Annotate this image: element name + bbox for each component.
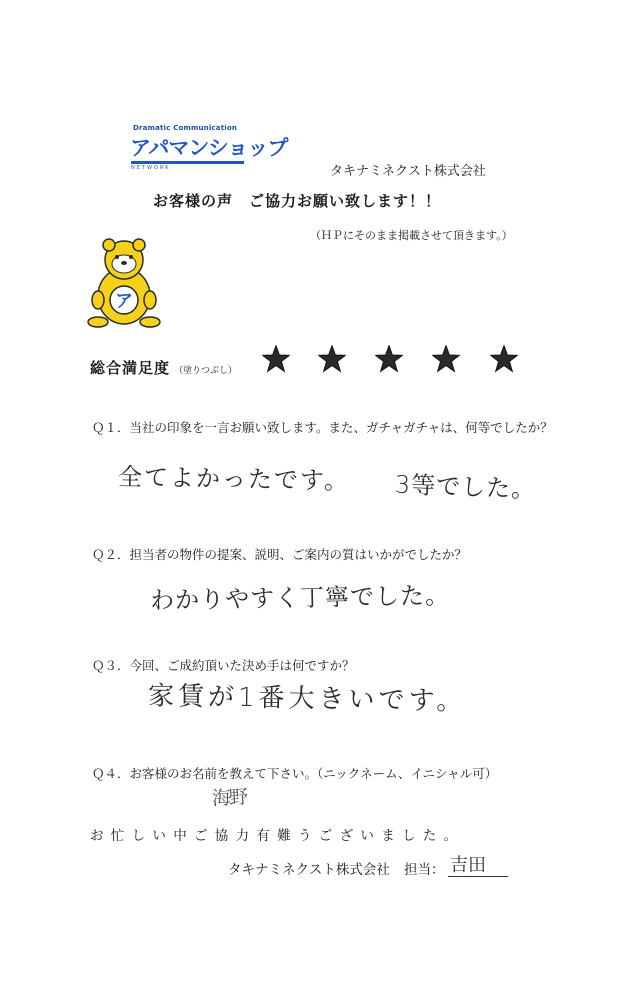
thanks-message: お忙しい中ご協力有難うございました。 [90, 828, 465, 844]
answer-2: わかりやすく丁寧でした。 [149, 581, 451, 615]
mascot-badge: ア [115, 291, 133, 312]
company-name-footer: タキナミネクスト株式会社 [228, 862, 390, 878]
question-1: Ｑ１．当社の印象を一言お願い致します。また、ガチャガチャは、何等でしたか？ [92, 420, 553, 435]
star-icon [262, 345, 290, 373]
star-icon [318, 345, 346, 373]
answer-3: 家賃が1番大きいです。 [147, 681, 467, 717]
question-3: Ｑ３．今回、ご成約頂いた決め手は何ですか？ [92, 658, 355, 673]
question-4: Ｑ４．お客様のお名前を教えて下さい。（ニックネーム、イニシャル可） [92, 766, 498, 781]
star-icon [375, 345, 403, 373]
logo-underline [131, 161, 244, 164]
answer-1-gacha-result: 3等でした。 [394, 470, 537, 504]
satisfaction-sublabel: （塗りつぶし） [174, 366, 238, 376]
company-name-header: タキナミネクスト株式会社 [330, 164, 486, 179]
logo-network: NETWORK [131, 165, 171, 171]
staff-label: 担当： [404, 862, 445, 878]
answer-1-impression: 全てよかったです。 [117, 462, 351, 496]
logo-tagline: Dramatic Communication [133, 124, 238, 132]
star-icon [432, 345, 460, 373]
question-2: Ｑ２．担当者の物件の提案、説明、ご案内の質はいかがでしたか？ [92, 547, 468, 562]
publication-note: （ＨＰにそのまま掲載させて頂きます。） [310, 229, 513, 242]
bear-mascot-icon [84, 234, 164, 330]
satisfaction-label: 総合満足度 [90, 359, 171, 377]
staff-name: 吉田 [450, 855, 486, 876]
page-title: お客様の声 ご協力お願い致します！！ [153, 192, 442, 210]
staff-underline [448, 876, 508, 877]
answer-4-name: 海野 [211, 786, 247, 810]
brand-logo: アパマンショップ [130, 136, 288, 160]
star-icon [490, 345, 518, 373]
